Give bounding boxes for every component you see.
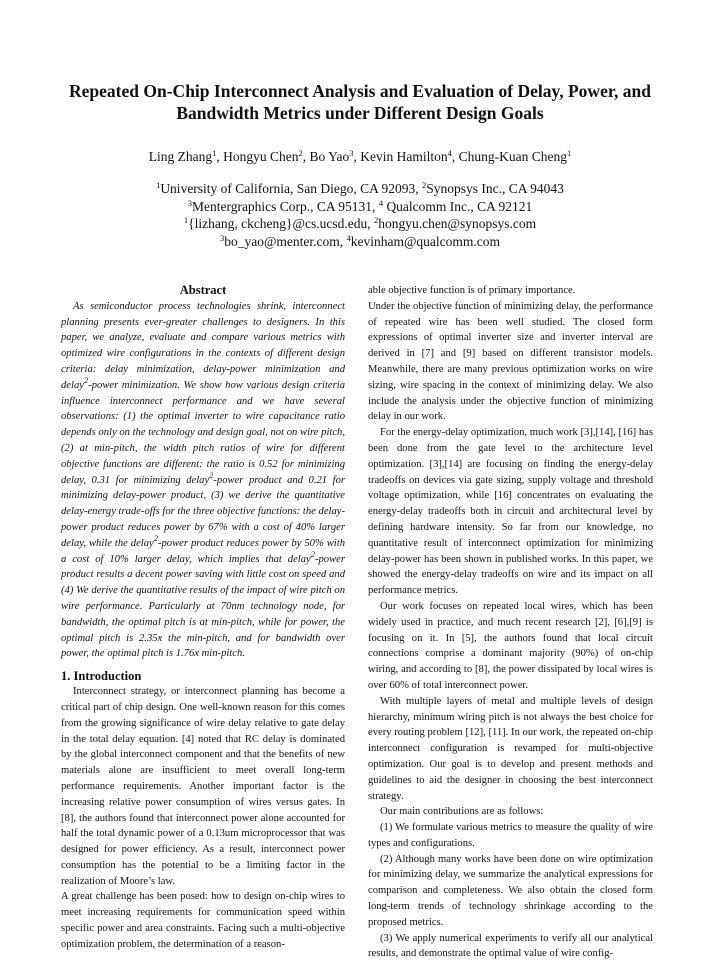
author-affiliation-mark: 4: [447, 148, 452, 158]
right-column: [368, 283, 653, 962]
title-line-2: Bandwidth Metrics under Different Design Goals: [176, 103, 544, 123]
body-paragraph: For the energy-delay optimization, much work [3],[14], [16] has been done from the gate level to the architecture level optimization. [3],[14] are focusing on finding the energy-delay tradeoffs on devices via gate sizing, supply voltage and threshold voltage optimization, while [16] concentrates on evaluating the energy-delay tradeoffs both in circuit and architectural level by defining hardware intensity. So far from our knowledge, no quantitative result of interconnect optimization for minimizing delay-power has been shown in published works. In this paper, we showed the energy-delay tradeoffs on wire and its impact on all performance metrics.: [368, 427, 653, 597]
affiliations: [40, 180, 680, 250]
affiliation-mark: 3: [187, 197, 192, 208]
abstract-span: -power product results a decent power saving with little cost on speed and (4) We derive the quantitative results of the impact of wire pitch on wire performance. Particularly at 70nm technology node, for bandwidth, the optimal pitch is at min-pitch, while for power, the optimal pitch is 2.35x the min-pitch, and for bandwidth over power, the optimal pitch is 1.76x min-pitch.: [61, 553, 345, 660]
body-paragraph: With multiple layers of metal and multiple levels of design hierarchy, minimum wiring pitch is not always the best choice for every routing problem [12], [11]. In our work, the repeated on-chip interconnect configuration is revamped for multi-objective optimization. Our goal is to develop and present methods and guidelines to aid the designer in choosing the best interconnect strategy.: [368, 695, 653, 802]
affiliation-text: Qualcomm Inc., CA 92121: [383, 198, 533, 214]
author-affiliation-mark: 1: [212, 148, 217, 158]
author-affiliation-mark: 1: [567, 148, 572, 158]
introduction-heading: 1. Introduction: [61, 669, 142, 684]
title-line-1: Repeated On-Chip Interconnect Analysis and Evaluation of Delay, Power, and: [69, 81, 651, 101]
abstract-span: As semiconductor process technologies shrink, interconnect planning presents ever-greater challenges to designers. In this paper, we analyze, evaluate and compare various metrics with optimized wire configurations in the contexts of different design criteria: delay minimization, delay-power minimization and delay: [61, 300, 345, 391]
author-name: Chung-Kuan Cheng: [458, 149, 568, 164]
affiliation-mark: 3: [219, 232, 225, 243]
body-paragraph: A great challenge has been posed: how to design on-chip wires to meet increasing requirements for communication speed within specific power and area constraints. Facing such a multi-objective optimization problem, the determination of a reason-: [61, 891, 345, 950]
affiliation-mark: 1: [156, 180, 161, 190]
body-paragraph: (3) We apply numerical experiments to verify all our analytical results, and demonstrate the optimal value of wire config-: [368, 932, 653, 960]
author-name: Ling Zhang: [148, 149, 213, 164]
affiliation-mark: 4: [378, 197, 384, 208]
author-list: Ling Zhang$^1$, Hongyu Chen$^2$, Bo Yao$^3$, Kevin Hamilton$^4$, Chung-Kuan Cheng$^1$: [148, 148, 572, 164]
author-name: Bo Yao: [309, 149, 350, 164]
author-affiliation-mark: 3: [349, 148, 354, 158]
paper-title: [40, 80, 680, 124]
abstract-span: -power minimization. We show how various design criteria influence interconnect performance and we have several observations: (1) the optimal inverter to wire capacitance ratio depends only on the technology and design goal, not on wire pitch, (2) at min-pitch, the width pitch ratios of wire for different objective functions are different: the ratio is 0.52 for minimizing delay, 0.31 for minimizing delay: [61, 379, 345, 486]
affiliation-mark: 4: [346, 232, 351, 243]
author-affiliation-mark: 2: [298, 148, 303, 158]
body-paragraph: Our work focuses on repeated local wires, which has been widely used in practice, and much recent research [2], [6],[9] is focusing on it. In [5], the authors found that local circuit connections comprise a dominant majority (90%) of on-chip wiring, and according to [8], the power dissipated by local wires is over 60% of total interconnect power.: [368, 600, 653, 691]
email-text: kevinham@qualcomm.com: [350, 233, 501, 249]
affiliation-mark: 1: [183, 215, 189, 225]
email-text: {lizhang, ckcheng}@cs.ucsd.edu,: [188, 216, 374, 231]
body-paragraph: Interconnect strategy, or interconnect planning has become a critical part of chip design. One well-known reason for this comes from the growing significance of wire delay relative to gate delay in the total delay equation. [4] noted that RC delay is dominated by the global interconnect component and that the benefits of new materials alone are insufficient to meet overall long-term performance requirements. Another important factor is the increasing relative power consumption of wires versus gates. In [8], the authors found that interconnect power alone accounted for half the total dynamic power of a 0.13um microprocessor that was designed for power efficiency. As a result, interconnect power consumption has the potential to be a limiting factor in the realization of Moore’s law.: [61, 686, 345, 887]
left-column: [61, 283, 345, 953]
abstract-span: -power product reduces power by 50% with a cost of 10% larger delay, which implies that delay: [61, 537, 345, 565]
affiliation-line: [40, 198, 680, 216]
email-text: hongyu.chen@synopsys.com: [378, 216, 537, 231]
superscript: 2: [153, 532, 158, 543]
body-paragraph: (2) Although many works have been done on wire optimization for minimizing delay, we summarize the analytical expressions for comparison and completeness. We also obtain the closed form long-term trends of technology shrinkage according to the proposed metrics.: [368, 853, 653, 928]
email-line: [40, 233, 680, 251]
affiliation-mark: 2: [373, 215, 379, 225]
affiliation-line: [40, 180, 680, 198]
author-name: Hongyu Chen: [223, 149, 299, 164]
abstract-heading: Abstract: [179, 283, 227, 297]
superscript: 2: [83, 374, 89, 385]
abstract-span: -power product and 0.21 for minimizing delay-power product, (3) we derive the quantitative delay-energy trade-offs for the three objective functions: the delay-power product reduces power by 67% with a cost of 40% larger delay, while the delay: [61, 474, 345, 549]
body-paragraph: able objective function is of primary importance.: [368, 285, 576, 296]
affiliation-text: Synopsys Inc., CA 94043: [426, 181, 564, 196]
affiliation-text: Mentergraphics Corp., CA 95131,: [191, 198, 379, 214]
superscript: 2: [310, 548, 315, 559]
superscript: 2: [209, 469, 214, 480]
body-paragraph: (1) We formulate various metrics to measure the quality of wire types and configurations.: [368, 822, 653, 849]
email-text: bo_yao@menter.com,: [224, 233, 347, 249]
affiliation-text: University of California, San Diego, CA 92093,: [160, 181, 423, 196]
abstract-text: [61, 299, 345, 662]
email-line: [40, 215, 680, 233]
affiliation-mark: 2: [422, 180, 427, 190]
author-name: Kevin Hamilton: [360, 149, 448, 164]
body-paragraph: Our main contributions are as follows:: [380, 806, 544, 818]
body-paragraph: Under the objective function of minimizing delay, the performance of repeated wire has been well studied. The closed form expressions of optimal inverter size and inverter interval are derived in [7] and [9] based on different transistor models. Meanwhile, there are many previous optimization works on wire sizing, wire spacing in the context of minimizing delay. We also include the analysis under the objective function of minimizing delay in our work.: [368, 300, 653, 423]
